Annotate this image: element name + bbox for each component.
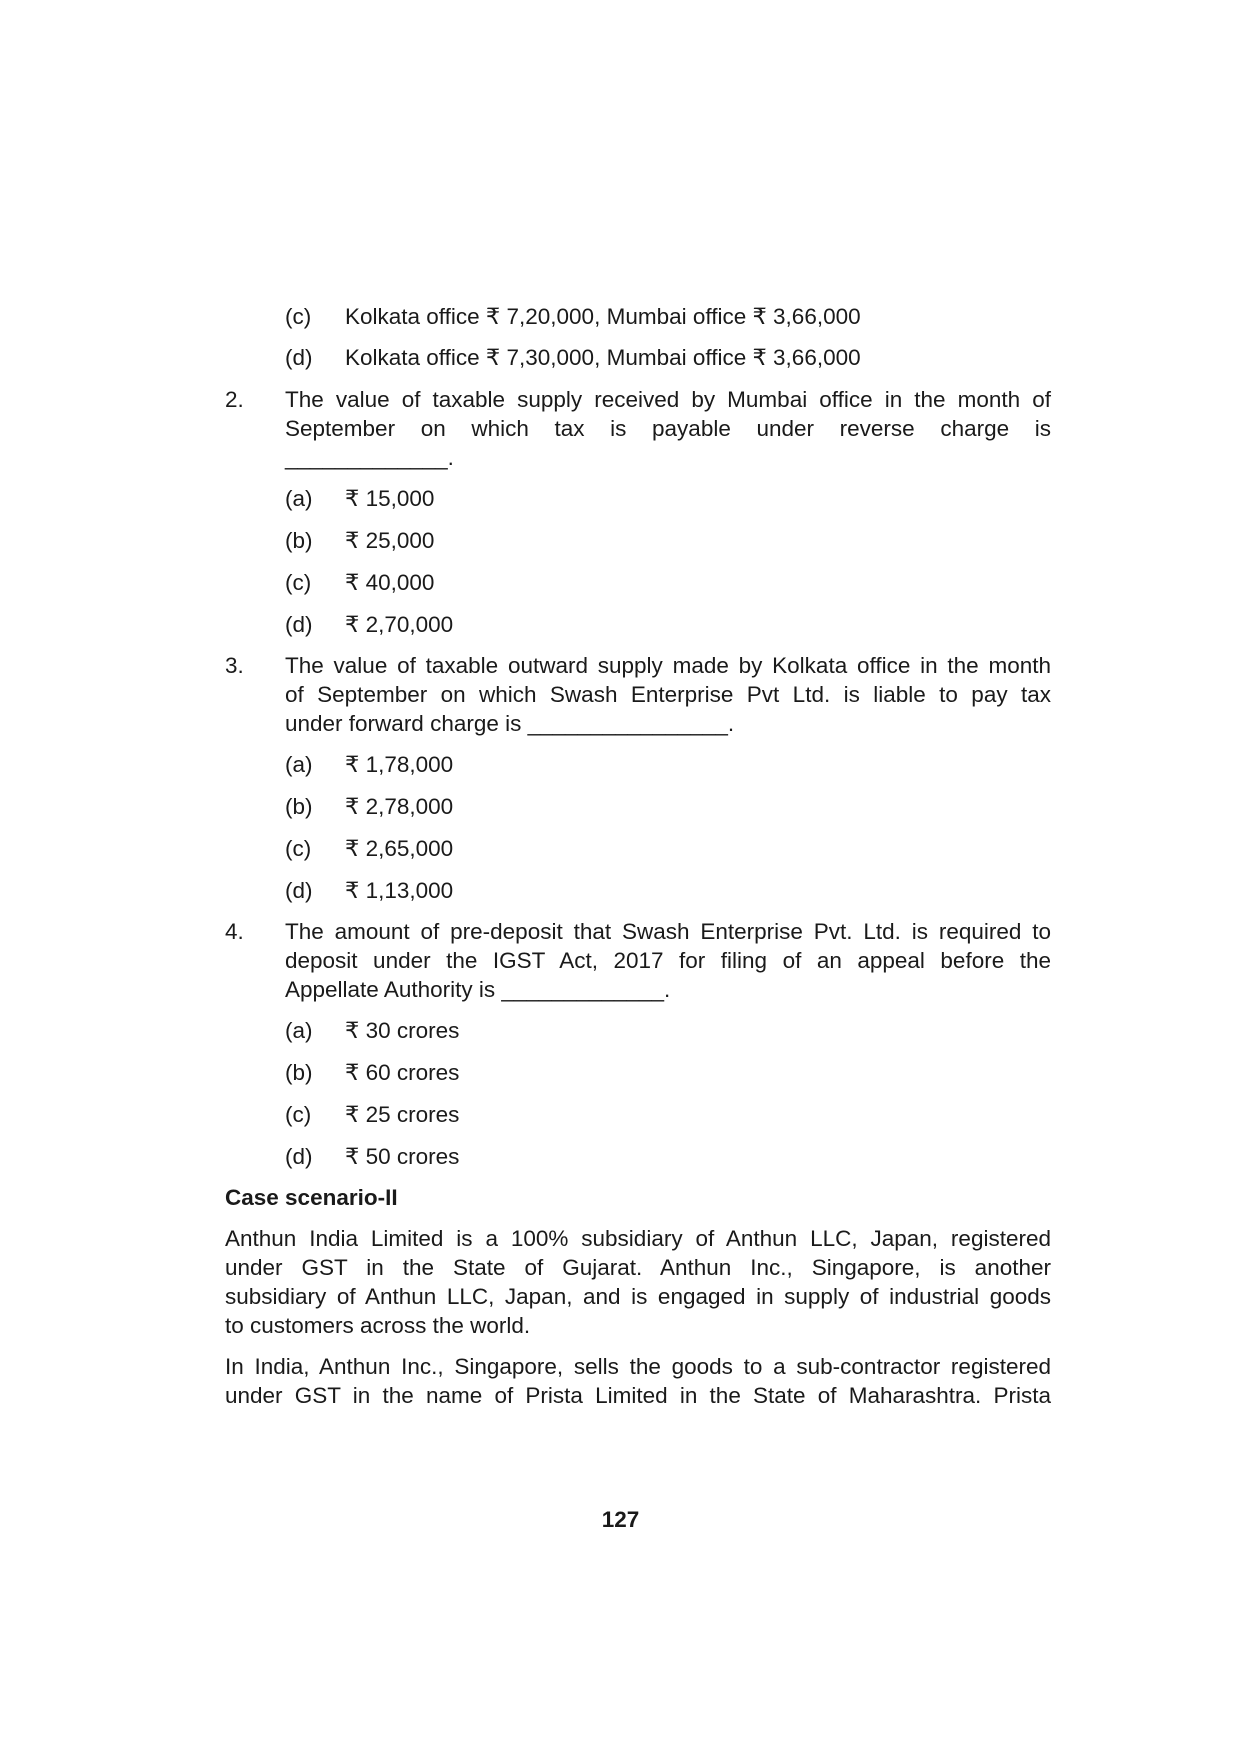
section-heading: Case scenario-II bbox=[225, 1185, 398, 1210]
option-label: (a) bbox=[285, 1018, 313, 1043]
question-line: The value of taxable supply received by Mumbai office in the month of bbox=[285, 387, 1051, 412]
option-label: (b) bbox=[285, 528, 313, 553]
question-line: The amount of pre-deposit that Swash Enterprise Pvt. Ltd. is required to bbox=[285, 919, 1051, 944]
option-text: ₹ 2,70,000 bbox=[345, 612, 454, 637]
option-label: (c) bbox=[285, 304, 312, 329]
option-label: (b) bbox=[285, 794, 313, 819]
paragraph-line: to customers across the world. bbox=[225, 1313, 531, 1338]
option-label: (d) bbox=[285, 1144, 313, 1169]
option-text: ₹ 15,000 bbox=[345, 486, 435, 511]
option-label: (c) bbox=[285, 570, 312, 595]
question-number: 4. bbox=[225, 919, 244, 944]
option-label: (b) bbox=[285, 1060, 313, 1085]
option-label: (d) bbox=[285, 612, 313, 637]
option-text: ₹ 60 crores bbox=[345, 1060, 460, 1085]
question-line: September on which tax is payable under reverse charge is bbox=[285, 416, 1051, 441]
option-label: (c) bbox=[285, 1102, 312, 1127]
option-label: (a) bbox=[285, 486, 313, 511]
option-text: ₹ 2,78,000 bbox=[345, 794, 454, 819]
option-text: ₹ 25 crores bbox=[345, 1102, 460, 1127]
option-text: ₹ 1,13,000 bbox=[345, 878, 454, 903]
option-text: Kolkata office ₹ 7,20,000, Mumbai office ₹ 3,66,000 bbox=[345, 304, 861, 329]
question-line: under forward charge is ________________. bbox=[285, 711, 735, 736]
option-text: Kolkata office ₹ 7,30,000, Mumbai office ₹ 3,66,000 bbox=[345, 345, 861, 370]
option-text: ₹ 25,000 bbox=[345, 528, 435, 553]
option-label: (a) bbox=[285, 752, 313, 777]
question-line: deposit under the IGST Act, 2017 for filing of an appeal before the bbox=[285, 948, 1051, 973]
paragraph-line: under GST in the name of Prista Limited in the State of Maharashtra. Prista bbox=[225, 1383, 1051, 1408]
option-text: ₹ 2,65,000 bbox=[345, 836, 454, 861]
question-number: 2. bbox=[225, 387, 244, 412]
page-number: 127 bbox=[601, 1507, 640, 1532]
paragraph-line: under GST in the State of Gujarat. Anthun Inc., Singapore, is another bbox=[225, 1255, 1051, 1280]
paragraph-line: In India, Anthun Inc., Singapore, sells the goods to a sub-contractor registered bbox=[225, 1354, 1051, 1379]
question-line: of September on which Swash Enterprise Pvt Ltd. is liable to pay tax bbox=[285, 682, 1051, 707]
option-text: ₹ 1,78,000 bbox=[345, 752, 454, 777]
option-label: (d) bbox=[285, 345, 313, 370]
option-text: ₹ 40,000 bbox=[345, 570, 435, 595]
option-label: (c) bbox=[285, 836, 312, 861]
question-number: 3. bbox=[225, 653, 244, 678]
option-text: ₹ 30 crores bbox=[345, 1018, 460, 1043]
option-label: (d) bbox=[285, 878, 313, 903]
paragraph-line: Anthun India Limited is a 100% subsidiary of Anthun LLC, Japan, registered bbox=[225, 1226, 1051, 1251]
question-line: _____________. bbox=[285, 445, 454, 470]
question-line: Appellate Authority is _____________. bbox=[285, 977, 671, 1002]
option-text: ₹ 50 crores bbox=[345, 1144, 460, 1169]
question-line: The value of taxable outward supply made by Kolkata office in the month bbox=[285, 653, 1051, 678]
paragraph-line: subsidiary of Anthun LLC, Japan, and is engaged in supply of industrial goods bbox=[225, 1284, 1051, 1309]
